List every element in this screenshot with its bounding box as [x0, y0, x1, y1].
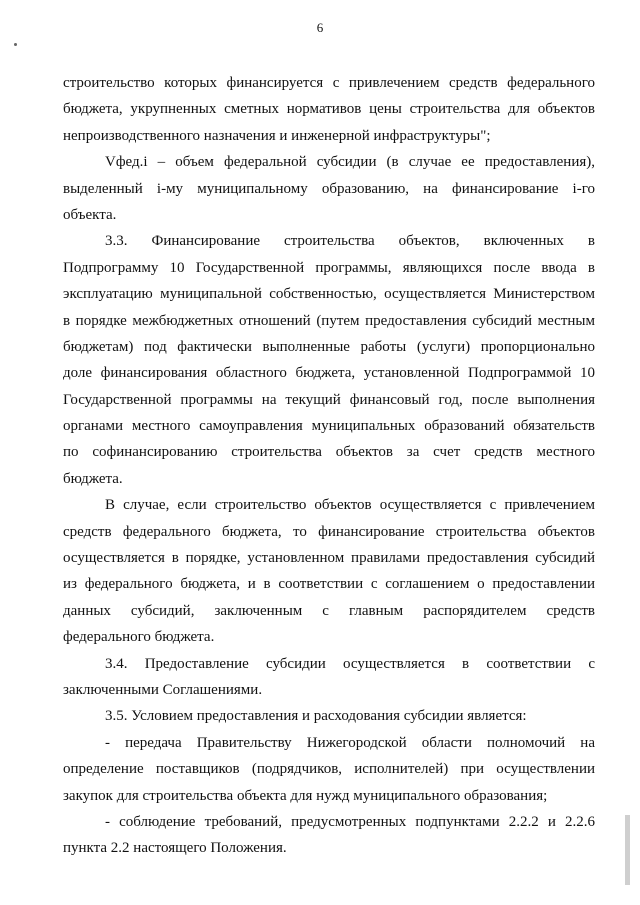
- text-line: бюджета, укрупненных сметных нормативов цены строительства для объектов: [63, 101, 595, 118]
- text-line: органами местного самоуправления муниципальных образований обязательств: [63, 418, 595, 435]
- text-line: бюджета.: [63, 470, 123, 487]
- text-line: средств федерального бюджета, то финансирование строительства объектов: [63, 523, 595, 540]
- text-line: в порядке межбюджетных отношений (путем предоставления субсидий местным: [63, 312, 595, 329]
- text-line: из федерального бюджета, и в соответствии с соглашением о предоставлении: [63, 576, 595, 593]
- text-line: непроизводственного назначения и инженерной инфраструктуры";: [63, 127, 491, 144]
- scan-edge-shadow: [625, 815, 630, 885]
- text-line: данных субсидий, заключенным с главным распорядителем средств: [63, 602, 595, 619]
- text-line: объекта.: [63, 206, 117, 223]
- page-number: 6: [316, 20, 324, 35]
- text-line: определение поставщиков (подрядчиков, исполнителей) при осуществлении: [63, 761, 595, 778]
- text-line: - соблюдение требований, предусмотренных подпунктами 2.2.2 и 2.2.6: [105, 813, 595, 830]
- text-line: федерального бюджета.: [63, 629, 215, 646]
- scan-speck: [14, 43, 17, 46]
- text-line: 3.3. Финансирование строительства объектов, включенных в: [105, 233, 595, 250]
- text-line: строительство которых финансируется с привлечением средств федерального: [63, 75, 595, 91]
- text-line: - передача Правительству Нижегородской области полномочий на: [105, 734, 595, 751]
- text-line: по софинансированию строительства объектов за счет средств местного: [63, 444, 595, 461]
- text-line: выделенный i-му муниципальному образованию, на финансирование i-го: [63, 180, 595, 197]
- text-line: заключенными Соглашениями.: [63, 681, 263, 698]
- text-line: эксплуатацию муниципальной собственностью, осуществляется Министерством: [63, 286, 595, 303]
- text-line: пункта 2.2 настоящего Положения.: [63, 840, 287, 857]
- text-line: В случае, если строительство объектов осуществляется с привлечением: [105, 497, 595, 514]
- text-line: 3.4. Предоставление субсидии осуществляется в соответствии с: [105, 655, 595, 672]
- body-text: [63, 70, 595, 862]
- text-line: закупок для строительства объекта для нужд муниципального образования;: [63, 787, 548, 804]
- text-line: доле финансирования областного бюджета, установленной Подпрограммой 10: [63, 365, 595, 382]
- text-line: бюджетам) под фактически выполненные работы (услуги) пропорционально: [63, 338, 595, 355]
- text-line: Подпрограмму 10 Государственной программы, являющихся после ввода в: [63, 259, 595, 276]
- text-line: Vфед.i – объем федеральной субсидии (в случае ее предоставления),: [105, 154, 595, 171]
- text-line: 3.5. Условием предоставления и расходования субсидии является:: [105, 708, 527, 725]
- text-line: Государственной программы на текущий финансовый год, после выполнения: [63, 391, 595, 408]
- text-line: осуществляется в порядке, установленном правилами предоставления субсидий: [63, 550, 595, 567]
